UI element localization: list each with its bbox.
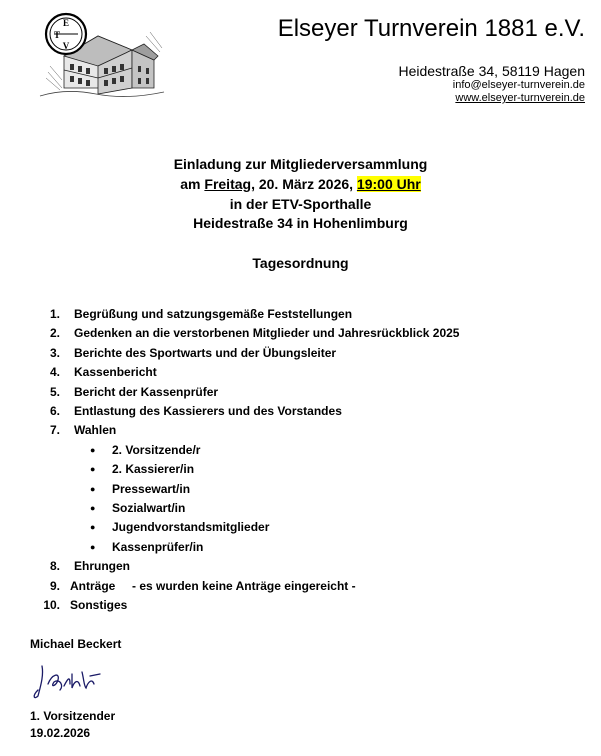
signer-role: 1. Vorsitzender [30,709,116,723]
agenda-item-text: Entlastung des Kassierers und des Vorstandes [74,404,342,418]
weekday: Freitag [204,176,252,192]
agenda-item-text: Anträge - es wurden keine Anträge eingereicht - [70,578,356,593]
election-item-text: Jugendvorstandsmitglieder [112,520,270,535]
organization-address: Heidestraße 34, 58119 Hagen [398,63,585,79]
organization-name: Elseyer Turnverein 1881 e.V. [277,15,585,42]
signer-name: Michael Beckert [30,637,122,651]
agenda-item-text: Kassenbericht [74,365,157,380]
bullet-icon: ● [90,444,96,455]
date-prefix: am [180,176,205,192]
agenda-item-number: 3. [49,345,60,360]
handwritten-signature [30,656,110,704]
agenda-item-text: Bericht der Kassenprüfer [74,384,219,399]
agenda-item-text: Wahlen [74,423,117,438]
agenda-item-number: 5. [49,384,60,399]
invitation-date-line [0,174,601,194]
agenda-item-text: Gedenken an die verstorbenen Mitglieder und Jahresrückblick 2025 [74,326,460,341]
logo-letter: T [53,30,61,40]
election-item-text: Kassenprüfer/in [112,539,204,554]
meeting-date: , 20. März 2026, [251,176,357,192]
signature-date: 19.02.2026 [30,726,91,740]
meeting-time: 19:00 Uhr [356,176,421,192]
agenda-item-text: Begrüßung und satzungsgemäße Feststellungen [74,307,353,321]
election-item-text: Sozialwart/in [112,501,186,515]
agenda-item-number: 8. [49,559,60,574]
election-item-text: 2. Vorsitzende/r [112,442,201,457]
bullet-icon: ● [90,464,96,475]
logo-letter: E [62,18,70,28]
organization-email: info@elseyer-turnverein.de [452,79,585,91]
agenda-item-number: 6. [49,404,60,418]
agenda-item-number: 2. [49,326,60,341]
agenda-item-number: 7. [49,423,60,438]
club-logo [36,8,166,108]
agenda-item-text: Berichte des Sportwarts und der Übungsleiter [74,345,337,360]
agenda-title: Tagesordnung [252,255,349,271]
agenda-item-number: 9. [49,578,60,593]
logo-letter: V [62,41,70,51]
agenda-item-text: Sonstiges [70,598,128,612]
invitation-title: Einladung zur Mitgliederversammlung [173,156,428,172]
organization-website-link[interactable]: www.elseyer-turnverein.de [455,92,585,104]
bullet-icon: ● [90,541,96,552]
agenda-item-number: 4. [49,365,60,380]
agenda-item-number: 1. [49,307,60,321]
bullet-icon: ● [90,483,96,494]
invitation-venue: in der ETV-Sporthalle [229,196,372,212]
bullet-icon: ● [90,522,96,533]
bullet-icon: ● [90,503,96,513]
election-item-text: Pressewart/in [112,481,191,496]
election-item-text: 2. Kassierer/in [112,462,195,477]
agenda-item-text: Ehrungen [74,559,130,574]
agenda-item-number: 10. [43,598,60,612]
invitation-address: Heidestraße 34 in Hohenlimburg [193,215,408,231]
